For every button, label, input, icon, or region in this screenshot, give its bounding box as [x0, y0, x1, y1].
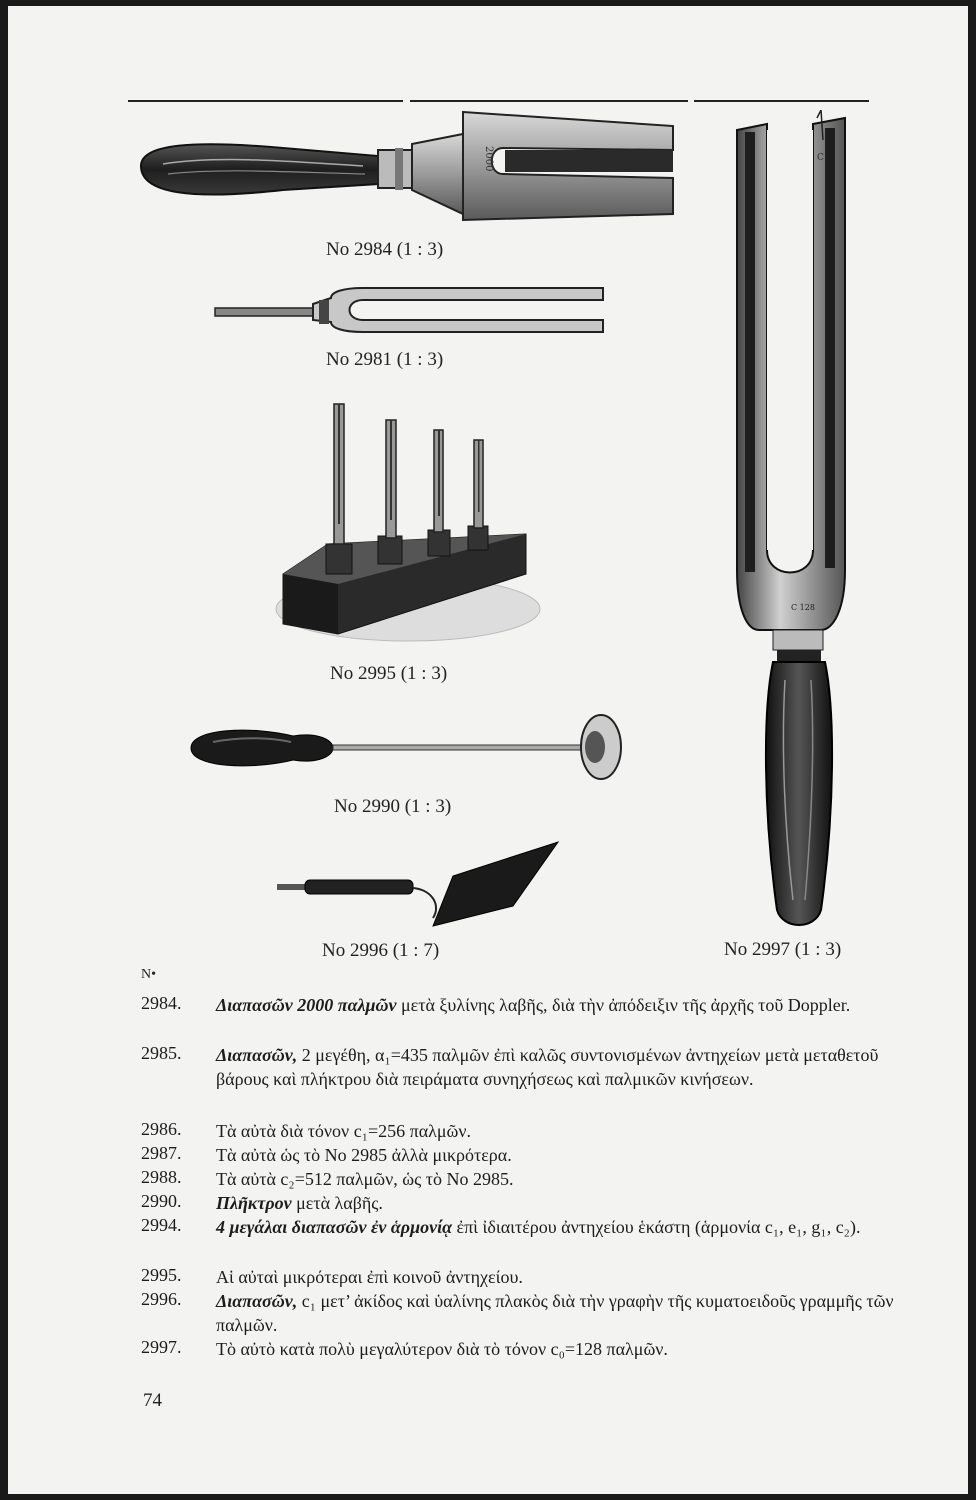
entry-body: Τὰ αὐτὰ ὡς τὸ No 2985 ἀλλὰ μικρότερα. — [216, 1145, 512, 1165]
entry-bold: Διαπασῶν, — [216, 1291, 298, 1311]
tuning-fork-2981-illustration — [213, 284, 608, 336]
entry-number: 2988. — [141, 1167, 182, 1187]
entry-text — [216, 1337, 900, 1361]
entry-text — [216, 1265, 900, 1289]
header-rule-right — [694, 100, 869, 102]
entry-text — [216, 1119, 900, 1143]
entry-text — [216, 1289, 900, 1337]
entry-body: ἐπὶ ἰδιαιτέρου ἀντηχείου ἑκάστη (ἁρμονία c₁, e₁, g₁, c₂). — [452, 1217, 861, 1237]
fork-glass-plate-2996-illustration — [273, 836, 563, 936]
entry-bold: 4 μεγάλαι διαπασῶν ἐν ἁρμονίᾳ — [216, 1217, 453, 1237]
caption-2997: No 2997 (1 : 3) — [724, 939, 842, 960]
entry-body: Τὸ αὐτὸ κατὰ πολὺ μεγαλύτερον διὰ τὸ τόνον c₀=128 παλμῶν. — [216, 1339, 668, 1359]
header-rule-middle — [410, 100, 688, 102]
entry-number: 2987. — [141, 1143, 182, 1163]
fork-2997-stamp-bottom: C 128 — [791, 603, 815, 612]
entry-bold: Διαπασῶν 2000 παλμῶν — [216, 995, 397, 1015]
striker-2990-illustration — [183, 706, 623, 786]
caption-2996: No 2996 (1 : 7) — [322, 940, 440, 961]
entry-number: 2984. — [141, 993, 182, 1013]
entry-text — [216, 1043, 900, 1091]
entry-body: μετὰ λαβῆς. — [291, 1193, 383, 1213]
page-number: 74 — [143, 1390, 162, 1411]
entry-bold: Πλῆκτρον — [216, 1193, 292, 1213]
tuning-fork-2984-illustration — [133, 104, 678, 224]
caption-2990: No 2990 (1 : 3) — [334, 796, 452, 817]
entry-text — [216, 1215, 900, 1239]
entry-bold: Διαπασῶν, — [216, 1045, 298, 1065]
entry-text — [216, 1167, 900, 1191]
entry-body: Αἱ αὐταὶ μικρότεραι ἐπὶ κοινοῦ ἀντηχείου. — [216, 1267, 523, 1287]
list-header: N• — [141, 967, 157, 982]
fork-2984-stamp: 2000 — [483, 146, 494, 172]
caption-2981: No 2981 (1 : 3) — [326, 349, 444, 370]
entry-number: 2997. — [141, 1337, 182, 1357]
entry-body: Τὰ αὐτὰ c₂=512 παλμῶν, ὡς τὸ No 2985. — [216, 1169, 514, 1189]
entry-body: μετὰ ξυλίνης λαβῆς, διὰ τὴν ἀπόδειξιν τῆς ἀρχῆς τοῦ Doppler. — [396, 995, 851, 1015]
entry-number: 2986. — [141, 1119, 182, 1139]
fork-2997-stamp-top: C — [817, 153, 824, 163]
entry-number: 2996. — [141, 1289, 182, 1309]
header-rule-left — [128, 100, 403, 102]
entry-number: 2990. — [141, 1191, 182, 1211]
entry-number: 2994. — [141, 1215, 182, 1235]
entry-body: 2 μεγέθη, α₁=435 παλμῶν ἐπὶ καλῶς συντονισμένων ἀντηχείων μετὰ μεταθετοῦ βάρους καὶ πλήκτρου διὰ πειράματα συνηχήσεως καὶ παλμικῶν κινήσεων. — [216, 1045, 879, 1089]
entry-text — [216, 1143, 900, 1167]
entry-body: Τὰ αὐτὰ διὰ τόνον c₁=256 παλμῶν. — [216, 1121, 471, 1141]
tuning-forks-2995-illustration — [268, 394, 543, 649]
entry-number: 2985. — [141, 1043, 182, 1063]
caption-2984: No 2984 (1 : 3) — [326, 239, 444, 260]
entry-text — [216, 1191, 900, 1215]
tuning-fork-2997-illustration — [733, 110, 868, 930]
entry-body: c₁ μετ’ ἀκίδος καὶ ὑαλίνης πλακὸς διὰ τὴν γραφὴν τῆς κυματοειδοῦς γραμμῆς τῶν παλμῶν. — [216, 1291, 894, 1335]
caption-2995: No 2995 (1 : 3) — [330, 663, 448, 684]
entry-number: 2995. — [141, 1265, 182, 1285]
catalog-page — [8, 6, 968, 1494]
entry-text — [216, 993, 900, 1017]
